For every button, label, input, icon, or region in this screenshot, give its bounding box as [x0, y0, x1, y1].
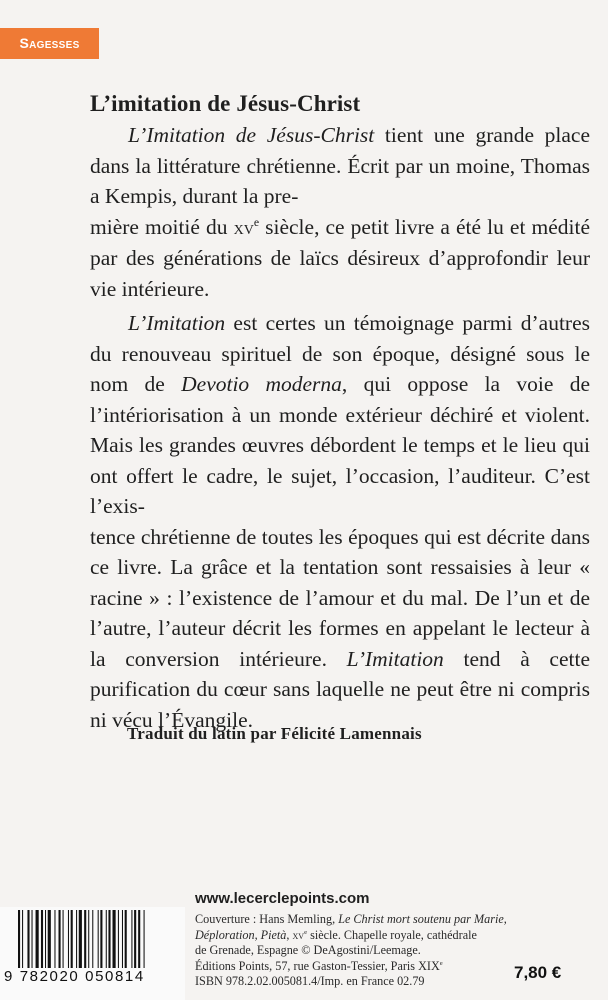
paragraph-2	[90, 308, 590, 735]
paragraph-2-text-a: est certes un témoignage parmi d’autres du renouveau spirituel de son époque, désigné sous le nom de	[90, 311, 590, 396]
century-superscript: e	[253, 214, 260, 229]
credits-line-5: ISBN 978.2.02.005081.4/Imp. en France 02.79	[195, 974, 425, 988]
collection-label: Sagesses	[0, 28, 99, 59]
movement-name: Devotio moderna	[181, 372, 342, 396]
century: xv	[233, 216, 254, 239]
paragraph-1-text-a: tient une grande place dans la littérature chrétienne. Écrit par un moine, Thomas a Kempis, durant la pre-	[90, 123, 590, 208]
credits-century: xv	[292, 928, 305, 942]
book-title: L’imitation de Jésus-Christ	[90, 91, 361, 116]
paragraph-2-text-b: , qui oppose la voie de l’intériorisation à un monde extérieur déchiré et violent. Mais les grandes œuvres débordent le temps et le lieu qui ont offert le cadre, le sujet, l’occasion, l’auditeur. C’est l’exis-	[90, 372, 590, 518]
paragraph-1-text-c: siècle, ce petit livre a été lu et médité par des générations de laïcs désireux d’approfondir leur vie intérieure.	[90, 214, 590, 301]
credits-line-2	[195, 928, 595, 944]
address-sup: e	[439, 959, 443, 967]
paragraph-2-text-c: tence chrétienne de toutes les époques qui est décrite dans ce livre. La grâce et la tentation sont ressaisies à leur « racine » : l’existence de l’amour et du mal. De l’un et de l’autre, l’auteur décrit les formes en appelant le lecteur à la conversion intérieure.	[90, 524, 590, 671]
credits-century-sup: e	[304, 928, 308, 936]
book-title-short: L’Imitation	[128, 311, 226, 335]
book-title-italic: L’Imitation de Jésus-Christ	[128, 123, 375, 147]
credits-line-2-sep: ,	[286, 927, 293, 942]
credits-line-1	[195, 912, 595, 928]
painting-subtitle: Déploration, Pietà	[195, 927, 287, 942]
paragraph-2-text-d: tend à cette purification du cœur sans laquelle ne peut être ni compris ni vécu l’Évangile.	[90, 646, 590, 732]
book-title-short-2: L’Imitation	[346, 646, 444, 671]
barcode-digits: 9 782020 050814	[4, 968, 145, 985]
website-url: www.lecerclepoints.com	[195, 890, 370, 907]
paragraph-1	[90, 120, 590, 304]
painting-title: Le Christ mort soutenu par Marie,	[338, 912, 507, 926]
credits-line-1-a: Couverture : Hans Memling,	[195, 912, 339, 926]
credits-line-2-c: siècle. Chapelle royale, cathédrale	[307, 927, 477, 942]
credits-line-3: de Grenade, Espagne © DeAgostini/Leemage.	[195, 943, 421, 957]
price: 7,80 €	[514, 963, 562, 982]
translator-credit: Traduit du latin par Félicité Lamennais	[127, 724, 422, 743]
publisher-address: Éditions Points, 57, rue Gaston-Tessier, Paris XIX	[195, 958, 440, 973]
back-cover-text	[90, 88, 590, 735]
paragraph-1-text-b: mière moitié du	[90, 214, 234, 239]
